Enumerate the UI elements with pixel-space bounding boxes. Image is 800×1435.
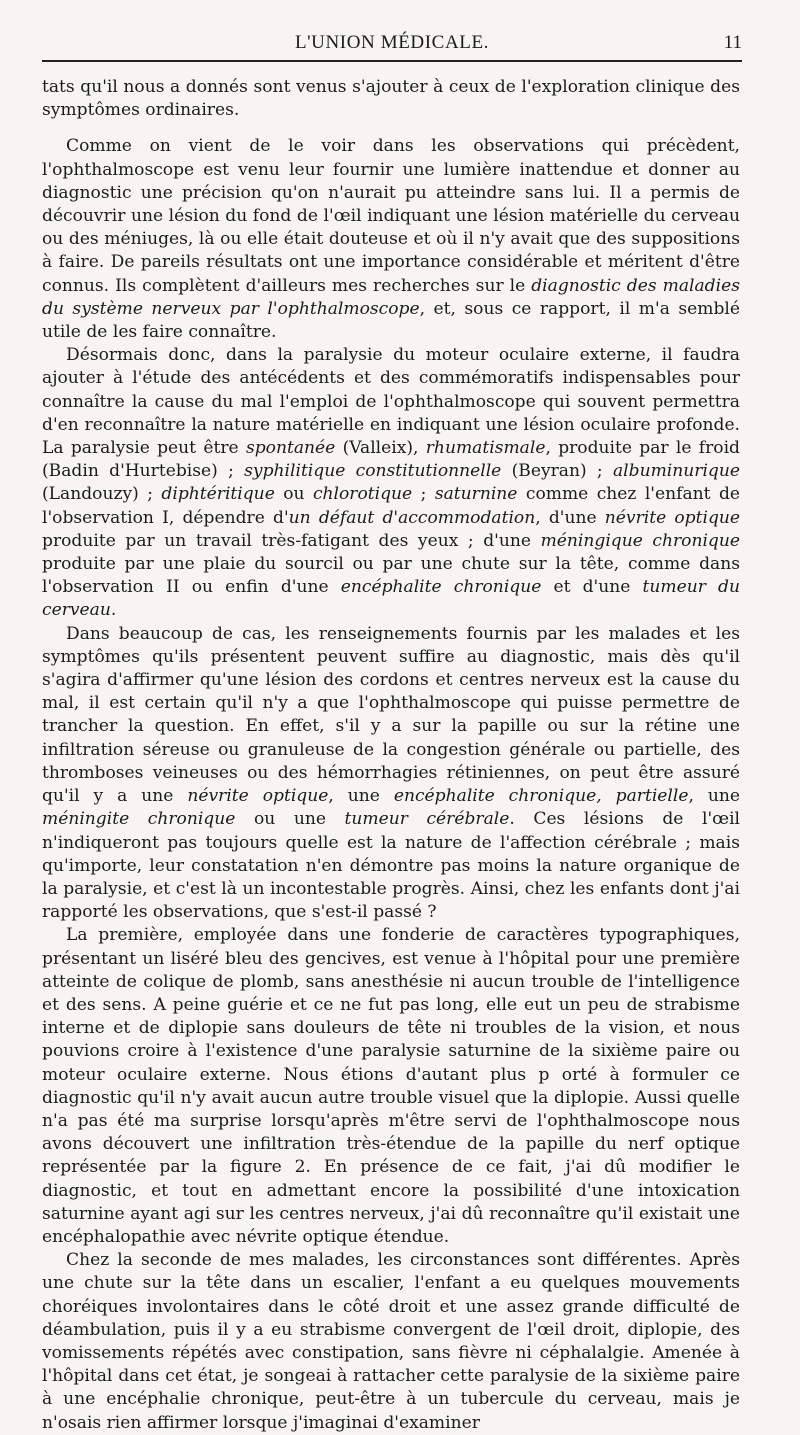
- page-number: 11: [723, 32, 742, 53]
- body-text: [42, 76, 740, 1435]
- italic-term: syphilitique constitutionnelle: [244, 461, 502, 482]
- text-run: Comme on vient de le voir dans les observations qui précèdent, l'ophthalmoscope est venu leur fournir une lumière inattendue et donner au diagnostic une précision qu'on n'aurait pu atteindre sans lui. Il a permis de découvrir une lésion du fond de l'œil indiquant une lésion matérielle du cerveau ou des méniuges, là ou elle était douteuse et où il n'y avait que des suppositions à faire. De pareils résultats ont une importance considérable et méritent d'être connus. Ils complètent d'ailleurs mes recherches sur le: [42, 136, 740, 296]
- text-run: Dans beaucoup de cas, les renseignements fournis par les malades et les symptômes qu'ils présentent peuvent suffire au diagnostic, mais dès qu'il s'agira d'affirmer qu'une lésion des cordons et centres nerveux est la cause du mal, il est certain qu'il n'y a que l'ophthalmoscope qui puisse permettre de trancher la question. En effet, s'il y a sur la papille ou sur la rétine une infiltration séreuse ou granuleuse de la congestion générale ou partielle, des thromboses veineuses ou des hémorrhagies rétiniennes, on peut être assuré qu'il y a une: [42, 623, 740, 807]
- text-run: ;: [412, 484, 435, 505]
- italic-term: méningite chronique: [42, 809, 236, 830]
- text-run: ou: [274, 484, 313, 505]
- italic-term: diphtéritique: [161, 484, 275, 505]
- italic-term: spontanée: [245, 438, 336, 459]
- italic-term: saturnine: [434, 484, 518, 505]
- italic-term: diagnostic des maladies du système nerveux par l'ophthalmoscope: [42, 275, 740, 319]
- paragraph: [42, 1249, 740, 1435]
- text-run: , une: [328, 786, 394, 807]
- paragraph: [42, 924, 740, 1249]
- text-run: . Ces lésions de l'œil n'indiqueront pas toujours quelle est la nature de l'affection cérébrale ; mais qu'importe, leur constatation n'en démontre pas moins la nature organique de la paralysie, et c'est là un incontestable progrès. Ainsi, chez les enfants dont j'ai rapporté les observations, que s'est-il passé ?: [42, 809, 740, 923]
- italic-term: tumeur du cerveau: [42, 577, 741, 621]
- text-run: produite par un travail très-fatigant des yeux ; d'une: [42, 530, 541, 551]
- text-run: , d'une: [535, 507, 605, 528]
- text-run: La première, employée dans une fonderie de caractères typographiques, présentant un liséré bleu des gencives, est venue à l'hôpital pour une première atteinte de colique de plomb, sans anesthésie ni aucun trouble de l'intelligence et des sens. A peine guérie et ce ne fut pas long, elle eut un peu de strabisme interne et de diplopie sans douleurs de tête ni troubles de la vision, et nous pouvions croire à l'existence d'une paralysie saturnine de la sixième paire ou moteur oculaire externe. Nous étions d'autant plus p orté à formuler ce diagnostic qu'il n'y avait aucun autre trouble visuel que la diplopie. Aussi quelle n'a pas été ma surprise lorsqu'après m'être servi de l'ophthalmoscope nous avons découvert une infiltration très-étendue de la papille du nerf optique représentée par la figure 2. En présence de ce fait, j'ai dû modifier le diagnostic, et tout en admettant encore la possibilité d'une intoxication saturnine ayant agi sur les centres nerveux, j'ai dû reconnaître qu'il existait une encéphalopathie avec névrite optique étendue.: [42, 925, 740, 1247]
- paragraph: [42, 623, 740, 925]
- text-run: Désormais donc, dans la paralysie du moteur oculaire externe, il faudra ajouter à l'étude des antécédents et des commémoratifs indispensables pour connaître la cause du mal l'emploi de l'ophthalmoscope qui souvent permettra d'en reconnaître la nature matérielle en indiquant une lésion oculaire profonde. La paralysie peut être: [42, 345, 740, 459]
- italic-term: rhumatismale: [425, 438, 546, 459]
- italic-term: chlorotique: [312, 484, 413, 505]
- paragraph: [42, 344, 740, 622]
- text-run: (Landouzy) ;: [42, 484, 162, 505]
- italic-term: méningique chronique: [540, 530, 741, 551]
- text-run: , produite par le froid (Badin d'Hurtebise) ;: [42, 438, 740, 482]
- text-run: tats qu'il nous a donnés sont venus s'ajouter à ceux de l'exploration clinique des symptômes ordinaires.: [42, 77, 740, 121]
- text-run: Chez la seconde de mes malades, les circonstances sont différentes. Après une chute sur la tête dans un escalier, l'enfant a eu quelques mouvements choréiques involontaires dans le côté droit et une assez grande difficulté de déambulation, puis il y a eu strabisme convergent de l'œil droit, diplopie, des vomissements répétés avec constipation, sans fièvre ni céphalalgie. Amenée à l'hôpital dans cet état, je songeai à rattacher cette paralysie de la sixième paire à une encéphalie chronique, peut-être à un tubercule du cerveau, mais je n'osais rien affirmer lorsque j'imaginai d'examiner: [42, 1250, 740, 1433]
- page-header: [42, 30, 742, 62]
- italic-term: un défaut d'accommodation: [288, 507, 536, 528]
- italic-term: névrite optique: [187, 786, 329, 807]
- text-run: et d'une: [541, 577, 643, 598]
- paragraph: [42, 135, 740, 344]
- running-title: L'UNION MÉDICALE.: [294, 32, 490, 53]
- italic-term: tumeur cérébrale: [344, 809, 510, 830]
- text-run: .: [110, 600, 117, 621]
- text-run: comme chez l'enfant de l'observation I, dépendre d': [42, 484, 740, 528]
- text-run: produite par une plaie du sourcil ou par une chute sur la tête, comme dans l'observation II ou enfin d'une: [42, 554, 740, 598]
- paragraph: [42, 76, 740, 122]
- italic-term: encéphalite chronique, partielle: [393, 786, 689, 807]
- italic-term: encéphalite chronique: [340, 577, 542, 598]
- text-run: , et, sous ce rapport, il m'a semblé utile de les faire connaître.: [42, 298, 740, 343]
- text-run: (Valleix),: [335, 438, 426, 459]
- italic-term: névrite optique: [604, 507, 741, 528]
- text-run: , une: [688, 786, 740, 807]
- italic-term: albuminurique: [612, 461, 740, 482]
- text-run: (Beyran) ;: [501, 461, 613, 482]
- text-run: ou une: [235, 809, 345, 830]
